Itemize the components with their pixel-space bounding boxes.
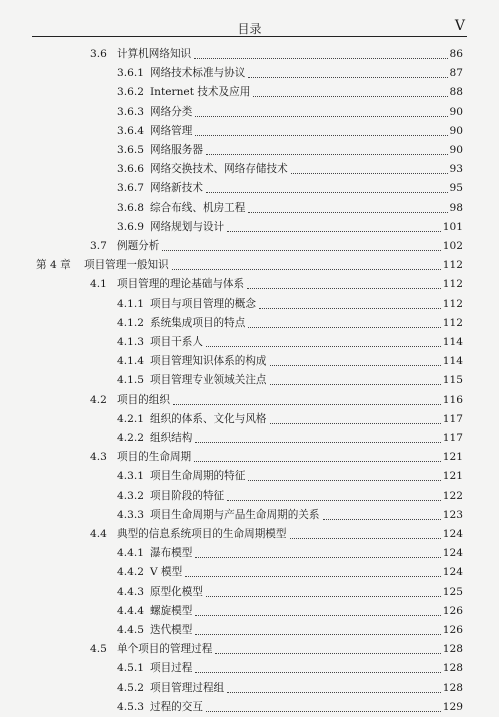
dot-leader [290, 538, 441, 539]
toc-entry-number: 3.6.8 [117, 201, 144, 214]
toc-entry-number: 4.3.3 [117, 508, 144, 521]
toc-entry-page: 102 [442, 240, 463, 252]
toc-entry-title: 组织结构 [150, 432, 193, 444]
toc-entry[interactable] [0, 64, 499, 83]
toc-entry[interactable] [0, 410, 499, 429]
header-divider [32, 36, 467, 37]
toc-entry[interactable] [0, 698, 499, 717]
toc-entry-page: 117 [442, 412, 463, 425]
toc-entry-page: 129 [442, 700, 463, 713]
toc-entry-number: 4.1 [90, 278, 107, 291]
toc-entry-page: 122 [442, 489, 463, 502]
toc-entry-number: 4.5.2 [117, 681, 144, 694]
dot-leader [247, 288, 441, 289]
dot-leader [227, 500, 441, 501]
toc-entry-number: 3.6.5 [117, 144, 144, 156]
toc-entry-number: 第 4 章 [36, 259, 71, 272]
toc-entry-number: 3.6.4 [117, 124, 144, 137]
toc-entry-title: 网络服务器 [150, 144, 203, 156]
toc-entry-number: 4.5 [90, 643, 107, 656]
toc-entry-page: 90 [449, 105, 463, 118]
dot-leader [248, 480, 441, 481]
toc-entry-title: 系统集成项目的特点 [150, 316, 246, 329]
toc-entry-page: 126 [442, 624, 463, 636]
toc-entry-page: 112 [442, 316, 463, 329]
toc-entry-title: 例题分析 [117, 240, 160, 252]
toc-entry[interactable] [0, 45, 499, 64]
toc-entry-page: 112 [442, 278, 463, 291]
toc-entry-page: 114 [442, 355, 463, 368]
toc-entry-page: 112 [442, 297, 463, 310]
toc-entry-number: 4.1.2 [117, 316, 144, 329]
toc-entry[interactable] [0, 179, 499, 198]
toc-entry-number: 3.6.7 [117, 182, 144, 195]
toc-entry-number: 4.3.1 [117, 470, 144, 483]
toc-entry-number: 3.6 [90, 48, 107, 60]
dot-leader [227, 231, 441, 232]
toc-entry-title: 项目干系人 [150, 336, 203, 348]
toc-entry-number: 4.4.2 [117, 566, 144, 579]
toc-entry[interactable] [0, 314, 499, 333]
toc-entry-title: 原型化模型 [150, 585, 203, 598]
toc-entry-number: 4.5.1 [117, 662, 144, 675]
toc-entry-title: 项目阶段的特征 [150, 489, 225, 502]
dot-leader [248, 77, 448, 78]
dot-leader [195, 672, 441, 673]
toc-entry-number: 4.1.1 [117, 297, 144, 310]
dot-leader [173, 404, 441, 405]
toc-entry-page: 125 [442, 585, 463, 598]
toc-entry[interactable] [0, 199, 499, 218]
toc-entry-number: 4.1.5 [117, 374, 144, 387]
toc-entry-title: V 模型 [150, 566, 183, 579]
dot-leader [323, 519, 441, 520]
toc-entry-page: 90 [449, 124, 463, 137]
toc-entry[interactable] [0, 295, 499, 314]
dot-leader [195, 557, 441, 558]
toc-entry[interactable] [0, 275, 499, 294]
toc-entry-page: 95 [449, 182, 463, 195]
toc-entry-page: 93 [449, 163, 463, 176]
toc-entry-title: 项目管理过程组 [150, 681, 225, 694]
toc-entry-title: 典型的信息系统项目的生命周期模型 [117, 528, 287, 540]
toc-entry[interactable] [0, 679, 499, 698]
toc-entry[interactable] [0, 160, 499, 179]
toc-entry-title: 项目生命周期与产品生命周期的关系 [150, 508, 320, 521]
dot-leader [248, 327, 441, 328]
toc-entry[interactable] [0, 122, 499, 141]
toc-entry-number: 3.6.3 [117, 105, 144, 118]
toc-entry[interactable] [0, 467, 499, 486]
toc-entry-page: 101 [442, 220, 463, 233]
dot-leader [206, 192, 448, 193]
toc-entry-title: 过程的交互 [150, 700, 203, 713]
toc-entry-number: 3.6.6 [117, 163, 144, 176]
toc-entry-page: 126 [442, 604, 463, 617]
dot-leader [215, 653, 441, 654]
toc-entry[interactable] [0, 487, 499, 506]
toc-entry-title: 项目管理知识体系的构成 [150, 355, 267, 368]
dot-leader [195, 634, 441, 635]
toc-entry[interactable] [0, 659, 499, 678]
toc-entry-title: 综合布线、机房工程 [150, 201, 246, 214]
toc-entry-number: 4.2.2 [117, 432, 144, 444]
toc-entry-title: 组织的体系、文化与风格 [150, 412, 267, 425]
dot-leader [206, 346, 441, 347]
toc-entry-page: 87 [449, 67, 463, 80]
dot-leader [194, 461, 441, 462]
toc-entry-title: 项目与项目管理的概念 [150, 297, 256, 310]
dot-leader [206, 154, 448, 155]
dot-leader [227, 692, 441, 693]
toc-entry-title: 网络新技术 [150, 182, 203, 195]
dot-leader [259, 308, 441, 309]
toc-entry-title: 项目的生命周期 [117, 451, 192, 464]
toc-entry[interactable] [0, 602, 499, 621]
toc-entry-page: 86 [449, 48, 463, 60]
toc-entry-page: 98 [449, 201, 463, 214]
toc-entry-title: 网络交换技术、网络存储技术 [150, 163, 288, 176]
dot-leader [291, 173, 448, 174]
toc-entry-page: 115 [442, 374, 463, 387]
toc-entry-number: 3.6.9 [117, 220, 144, 233]
toc-entry-title: 计算机网络知识 [117, 48, 192, 60]
toc-entry-page: 116 [442, 393, 463, 406]
toc-entry-number: 3.7 [90, 240, 107, 252]
dot-leader [185, 576, 441, 577]
dot-leader [195, 615, 441, 616]
toc-entry-page: 128 [442, 643, 463, 656]
toc-entry-page: 121 [442, 470, 463, 483]
dot-leader [172, 269, 441, 270]
toc-entry[interactable] [0, 506, 499, 525]
dot-leader [195, 442, 441, 443]
dot-leader [270, 423, 441, 424]
toc-entry-title: 项目生命周期的特征 [150, 470, 246, 483]
toc-entry-title: 网络技术标准与协议 [150, 67, 246, 80]
dot-leader [270, 365, 441, 366]
dot-leader [206, 596, 441, 597]
toc-entry[interactable] [0, 544, 499, 563]
toc-entry[interactable] [0, 256, 499, 275]
toc-entry[interactable] [0, 333, 499, 352]
dot-leader [162, 250, 441, 251]
toc-entry-number: 4.5.3 [117, 700, 144, 713]
dot-leader [248, 212, 448, 213]
toc-entry-number: 4.3 [90, 451, 107, 464]
dot-leader [194, 58, 448, 59]
toc-entry-page: 88 [449, 86, 463, 99]
toc-entry-number: 3.6.1 [117, 67, 144, 80]
toc-entry-number: 4.4.4 [117, 604, 144, 617]
dot-leader [195, 116, 448, 117]
toc-entry-page: 128 [442, 662, 463, 675]
toc-entry-number: 4.1.4 [117, 355, 144, 368]
toc-entry-title: 单个项目的管理过程 [117, 643, 213, 656]
toc-entry-number: 4.4.5 [117, 624, 144, 636]
toc-entry-number: 4.3.2 [117, 489, 144, 502]
dot-leader [253, 96, 448, 97]
toc-entry-number: 3.6.2 [117, 86, 144, 99]
toc-entry[interactable] [0, 621, 499, 640]
toc-entry[interactable] [0, 391, 499, 410]
toc-entry-page: 117 [442, 432, 463, 444]
dot-leader [195, 135, 448, 136]
toc-entry-number: 4.2 [90, 393, 107, 406]
toc-entry-page: 123 [442, 508, 463, 521]
toc-entry-page: 121 [442, 451, 463, 464]
toc-entry-number: 4.1.3 [117, 336, 144, 348]
toc-entry-title: 瀑布模型 [150, 547, 193, 560]
toc-entry-number: 4.4 [90, 528, 107, 540]
toc-entry[interactable] [0, 83, 499, 102]
toc-entry[interactable] [0, 525, 499, 544]
toc-entry-number: 4.4.3 [117, 585, 144, 598]
toc-entry[interactable] [0, 563, 499, 582]
toc-entry-page: 124 [442, 547, 463, 560]
toc-entry-title: Internet 技术及应用 [150, 86, 251, 99]
toc-entry[interactable] [0, 352, 499, 371]
toc-entry[interactable] [0, 371, 499, 390]
toc-entry-number: 4.4.1 [117, 547, 144, 560]
toc-entry-title: 项目管理专业领域关注点 [150, 374, 267, 387]
toc-entry[interactable] [0, 218, 499, 237]
toc-entry-title: 项目管理的理论基础与体系 [117, 278, 245, 291]
page-numeral: V [454, 18, 465, 34]
toc-entry-page: 114 [442, 336, 463, 348]
page-title: 目录 [237, 22, 262, 36]
toc-entry-title: 项目管理一般知识 [84, 259, 169, 272]
toc-entry-title: 螺旋模型 [150, 604, 193, 617]
toc-entry[interactable] [0, 237, 499, 256]
toc-entry[interactable] [0, 429, 499, 448]
toc-entry-title: 网络管理 [150, 124, 193, 137]
toc-entry-number: 4.2.1 [117, 412, 144, 425]
toc-entry-title: 网络规划与设计 [150, 220, 225, 233]
dot-leader [270, 384, 441, 385]
page-header [0, 0, 499, 34]
toc-entry-title: 项目过程 [150, 662, 193, 675]
toc-entry-title: 迭代模型 [150, 624, 193, 636]
toc-entry-page: 90 [449, 144, 463, 156]
toc-entry[interactable] [0, 640, 499, 659]
toc-entry-title: 网络分类 [150, 105, 193, 118]
toc-entry-page: 124 [442, 528, 463, 540]
toc-entry[interactable] [0, 103, 499, 122]
toc-entry[interactable] [0, 448, 499, 467]
toc-entry-page: 124 [442, 566, 463, 579]
toc-entry-page: 128 [442, 681, 463, 694]
toc-entry[interactable] [0, 583, 499, 602]
toc-entry[interactable] [0, 141, 499, 160]
toc-entry-title: 项目的组织 [117, 393, 170, 406]
dot-leader [206, 711, 441, 712]
toc-entry-page: 112 [442, 259, 463, 272]
